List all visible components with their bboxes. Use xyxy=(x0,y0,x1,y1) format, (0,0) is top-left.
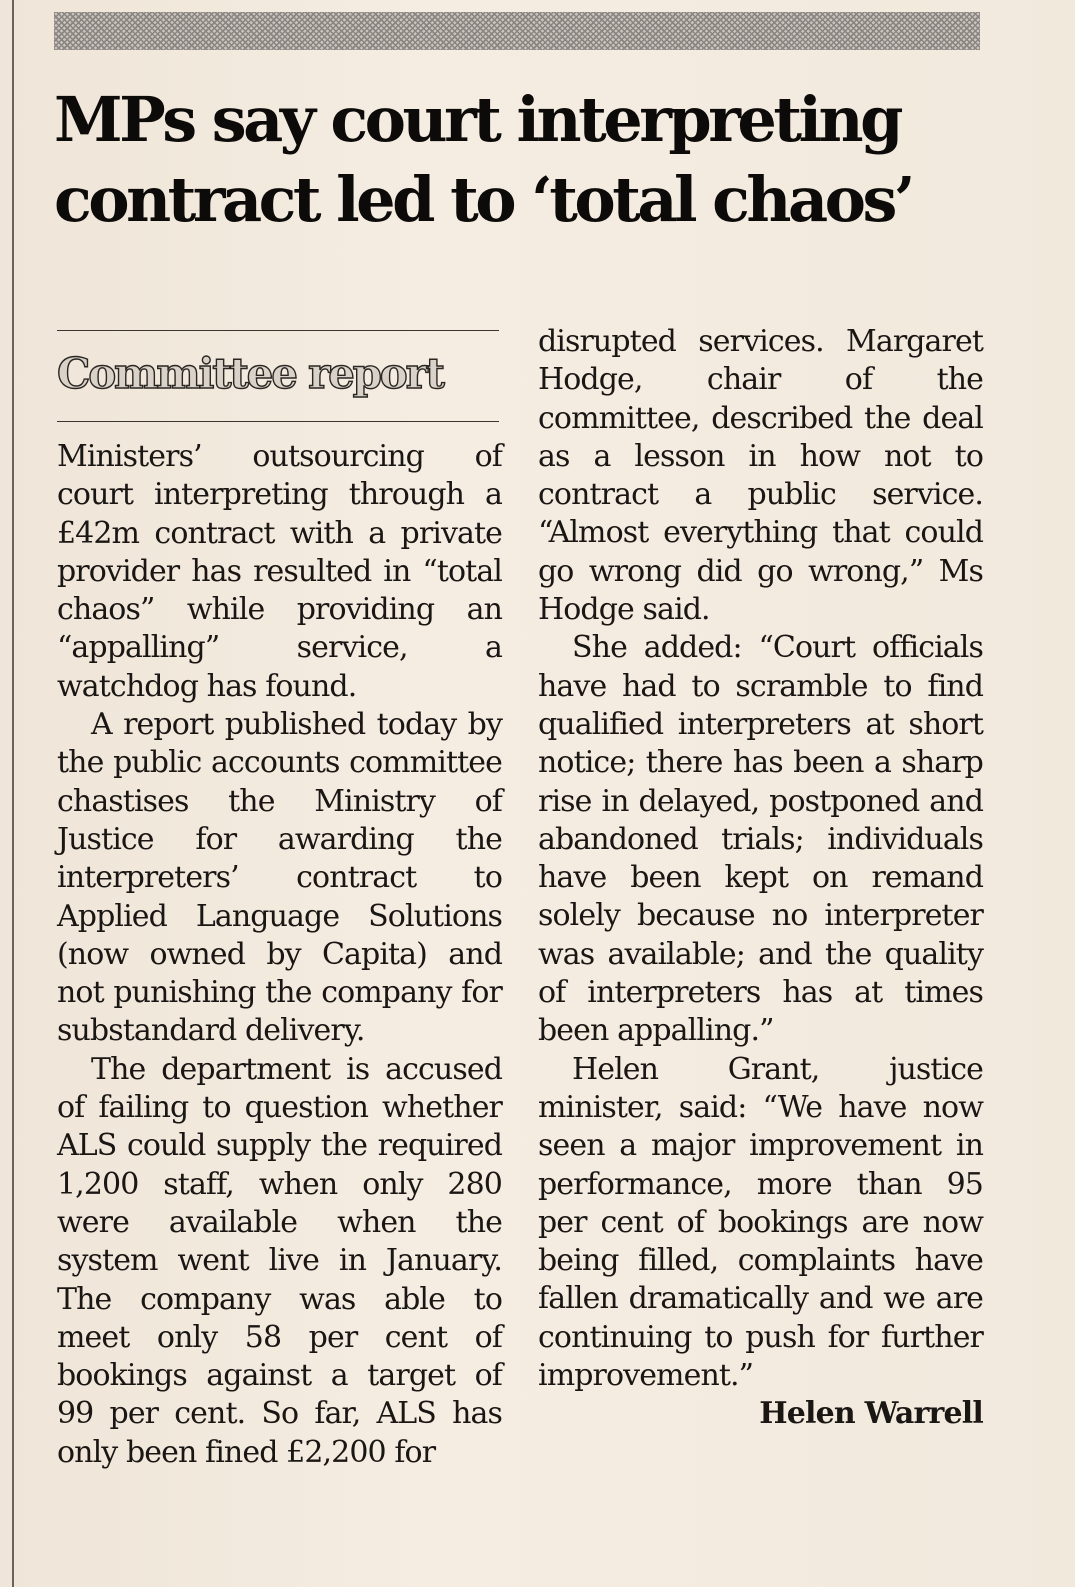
headline xyxy=(54,80,1014,240)
article-column-right xyxy=(538,323,983,1434)
section-label-box xyxy=(57,330,499,422)
section-label: Committee report xyxy=(57,349,443,398)
byline: Helen Warrell xyxy=(759,1396,983,1432)
column-rule xyxy=(12,0,14,1587)
article-paragraph-6: Helen Grant, justice minister, said: “We have now seen a major improvement in performance, more than 95 per cent of bookings are now being filled, complaints have fallen dramatically and we are continuing to push for further improvement.” xyxy=(538,1051,983,1394)
article-paragraph-2: A report published today by the public accounts committee chastises the Ministry of Justice for awarding the interpreters’ contract to Applied Language Solutions (now owned by Capita) and not punishing the company for substandard delivery. xyxy=(57,707,502,1049)
article-paragraph-5: She added: “Court officials have had to scramble to find qualified interpreters at short notice; there has been a sharp rise in delayed, postponed and abandoned trials; individuals have been kept on remand solely because no interpreter was available; and the quality of interpreters has at times been appalling.” xyxy=(538,630,983,1049)
article-paragraph-1: Ministers’ outsourcing of court interpreting through a £42m contract with a private provider has resulted in “total chaos” while providing an “appalling” service, a watchdog has found. xyxy=(57,439,502,704)
headline-line-1: MPs say court interpreting xyxy=(54,83,900,156)
article-paragraph-3: The department is accused of failing to question whether ALS could supply the required 1,200 staff, when only 280 were available when the system went live in January. The company was able to meet only 58 per cent of bookings against a target of 99 per cent. So far, ALS has only been fined £2,200 for xyxy=(57,1051,502,1470)
article-column-left xyxy=(57,438,502,1472)
headline-line-2: contract led to ‘total chaos’ xyxy=(54,163,913,236)
article-paragraph-4: disrupted services. Margaret Hodge, chair of the committee, described the deal as a lesson in how not to contract a public service. “Almost everything that could go wrong did go wrong,” Ms Hodge said. xyxy=(538,324,983,628)
header-hatch-band xyxy=(54,12,980,50)
